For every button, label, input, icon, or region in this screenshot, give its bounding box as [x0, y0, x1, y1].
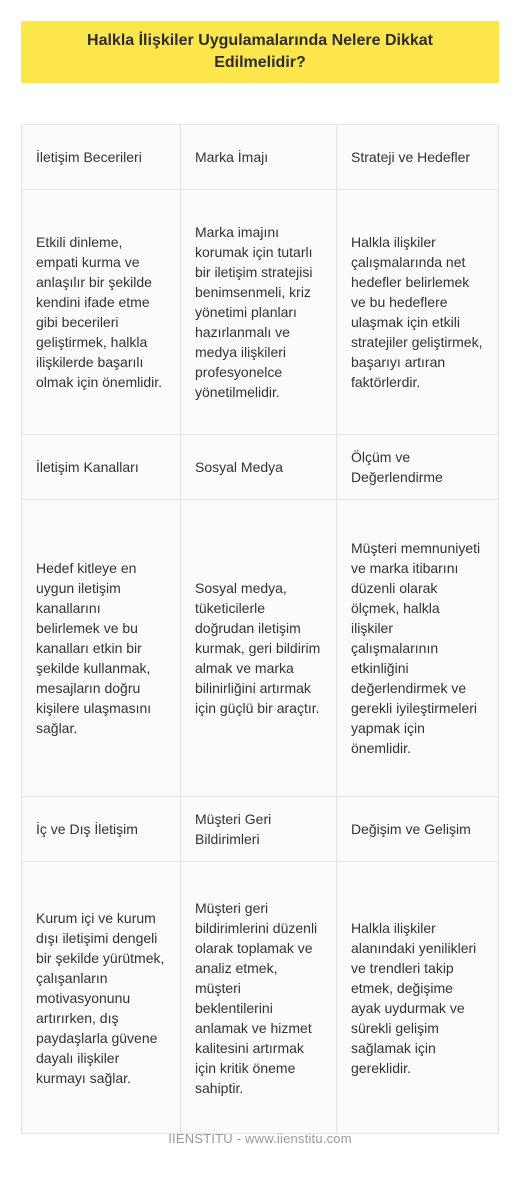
content-cell: Müşteri geri bildirimlerini düzenli olarak toplamak ve analiz etmek, müşteri beklentilerini anlamak ve hizmet kalitesini artırmak için kritik öneme sahiptir. — [180, 862, 336, 1133]
page-title: Halkla İlişkiler Uygulamalarında Nelere Dikkat Edilmelidir? — [87, 32, 433, 71]
content-row — [22, 500, 498, 797]
content-cell: Kurum içi ve kurum dışı iletişimi dengeli bir şekilde yürütmek, çalışanların motivasyonunu artırırken, dış paydaşlarla güvene dayalı ilişkiler kurmayı sağlar. — [36, 909, 165, 1086]
content-cell: Müşteri memnuniyeti ve marka itibarını düzenli olarak ölçmek, halkla ilişkiler çalışmalarının etkinliğini değerlendirmek ve gerekli iyileştirmeleri yapmak için önemlidir. — [336, 500, 498, 796]
header-cell: Müşteri Geri Bildirimleri — [180, 797, 336, 861]
header-row — [22, 435, 498, 500]
info-grid — [21, 124, 499, 1134]
header-cell: İç ve Dış İletişim — [36, 821, 138, 837]
header-cell: Strateji ve Hedefler — [336, 125, 498, 189]
content-cell: Halkla ilişkiler çalışmalarında net hedefler belirlemek ve bu hedeflere ulaşmak için etkili stratejiler geliştirmek, başarıyı artıran faktörlerdir. — [336, 190, 498, 434]
header-cell: Değişim ve Gelişim — [336, 797, 498, 861]
header-cell: İletişim Becerileri — [36, 149, 142, 165]
footer-credit: IIENSTITU - www.iienstitu.com — [168, 1131, 352, 1146]
content-cell: Etkili dinleme, empati kurma ve anlaşılır bir şekilde kendini ifade etme gibi becerileri geliştirmek, halkla ilişkilerde başarılı olmak için önemlidir. — [36, 234, 163, 390]
title-banner — [21, 21, 499, 83]
header-cell: İletişim Kanalları — [36, 459, 139, 475]
header-cell: Sosyal Medya — [180, 435, 336, 499]
header-cell: Ölçüm ve Değerlendirme — [336, 435, 498, 499]
content-row — [22, 190, 498, 435]
header-row — [22, 797, 498, 862]
content-row — [22, 862, 498, 1133]
content-cell: Halkla ilişkiler alanındaki yenilikleri ve trendleri takip etmek, değişime ayak uydurmak ve sürekli gelişim sağlamak için gereklidir. — [336, 862, 498, 1133]
content-cell: Hedef kitleye en uygun iletişim kanallarını belirlemek ve bu kanalları etkin bir şekilde kullanmak, mesajların doğru kişilere ulaşmasını sağlar. — [36, 560, 152, 736]
content-cell: Marka imajını korumak için tutarlı bir iletişim stratejisi benimsenmeli, kriz yönetimi planları hazırlanmalı ve medya ilişkileri profesyonelce yönetilmelidir. — [180, 190, 336, 434]
header-row — [22, 125, 498, 190]
content-cell: Sosyal medya, tüketicilerle doğrudan iletişim kurmak, geri bildirim almak ve marka bilinirliğini artırmak için güçlü bir araçtır. — [180, 500, 336, 796]
header-cell: Marka İmajı — [180, 125, 336, 189]
